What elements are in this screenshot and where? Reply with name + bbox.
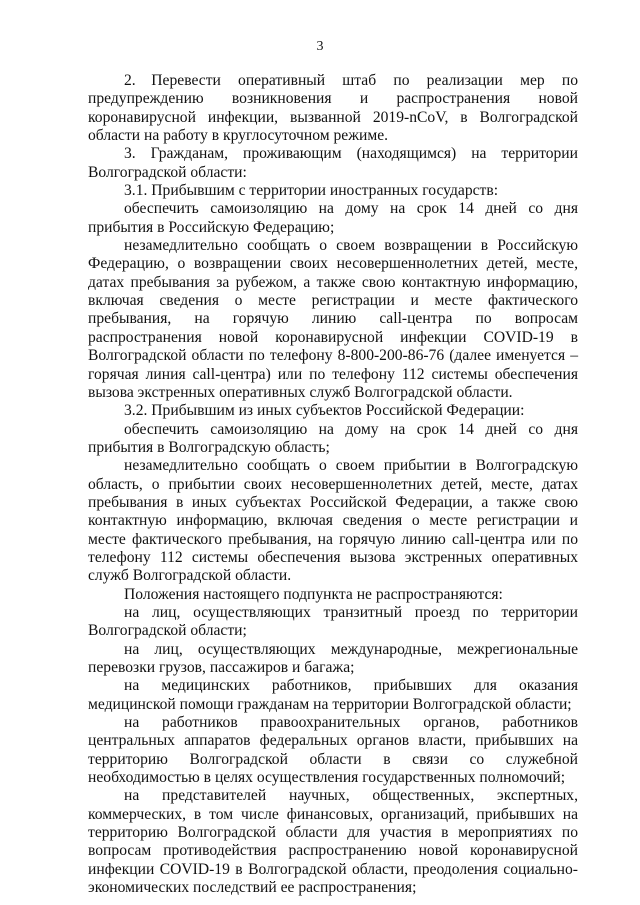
paragraph-subitem-3-2: 3.2. Прибывшим из иных субъектов Российской Федерации: — [124, 402, 525, 420]
page-number: 3 — [316, 39, 324, 54]
paragraph-self-isolation-foreign: обеспечить самоизоляцию на дому на срок 14 дней со дня прибытия в Российскую Федерацию; — [88, 200, 578, 236]
paragraph-item-2: 2. Перевести оперативный штаб по реализации мер по предупреждению возникновения и распространения новой коронавирусной инфекции, вызванной 2019-nCoV, в Волгоградской области на работу в круглосуточном режиме. — [88, 72, 578, 145]
paragraph-report-arrival-domestic: незамедлительно сообщать о своем прибытии в Волгоградскую область, о прибытии своих несовершеннолетних детей, месте, датах пребывания в иных субъектах Российской Федерации, а также свою контактную информацию, включая сведения о месте регистрации и месте фактического пребывания, на горячую линию call-центра или по телефону 112 системы обеспечения вызова экстренных оперативных служб Волгоградской области. — [88, 457, 578, 585]
paragraph-exemption-transport: на лиц, осуществляющих международные, межрегиональные перевозки грузов, пассажиров и багажа; — [88, 640, 578, 676]
paragraph-report-return-foreign: незамедлительно сообщать о своем возвращении в Российскую Федерацию, о возвращении своих несовершеннолетних детей, месте, датах пребывания за рубежом, а также свою контактную информацию, включая сведения о месте регистрации и месте фактического пребывания, на горячую линию call-центра по вопросам распространения новой коронавирусной инфекции COVID-19 в Волгоградской области по телефону 8-800-200-86-76 (далее именуется – горячая линия call-центра) или по телефону 112 системы обеспечения вызова экстренных оперативных служб Волгоградской области. — [88, 237, 578, 401]
paragraph-subitem-3-1: 3.1. Прибывшим с территории иностранных государств: — [124, 182, 499, 200]
paragraph-exemption-representatives: на представителей научных, общественных, экспертных, коммерческих, в том числе финансовых, организаций, прибывших на территорию Волгоградской области для участия в мероприятиях по вопросам противодействия распространению новой коронавирусной инфекции COVID-19 в Волгоградской области, преодоления социально-экономических последствий ее распространения; — [88, 787, 578, 897]
paragraph-self-isolation-domestic: обеспечить самоизоляцию на дому на срок 14 дней со дня прибытия в Волгоградскую область; — [88, 420, 578, 456]
paragraph-exemption-law-enforcement: на работников правоохранительных органов, работников центральных аппаратов федеральных органов власти, прибывших на территорию Волгоградской области в связи со служебной необходимостью в целях осуществления государственных полномочий; — [88, 714, 578, 787]
document-body — [88, 72, 578, 897]
paragraph-exemption-medical: на медицинских работников, прибывших для оказания медицинской помощи гражданам на территории Волгоградской области; — [88, 677, 578, 713]
paragraph-exemption-transit: на лиц, осуществляющих транзитный проезд по территории Волгоградской области; — [88, 603, 578, 640]
paragraph-item-3: 3. Гражданам, проживающим (находящимся) на территории Волгоградской области: — [88, 145, 578, 181]
paragraph-exemptions-intro: Положения настоящего подпункта не распространяются: — [124, 585, 503, 603]
